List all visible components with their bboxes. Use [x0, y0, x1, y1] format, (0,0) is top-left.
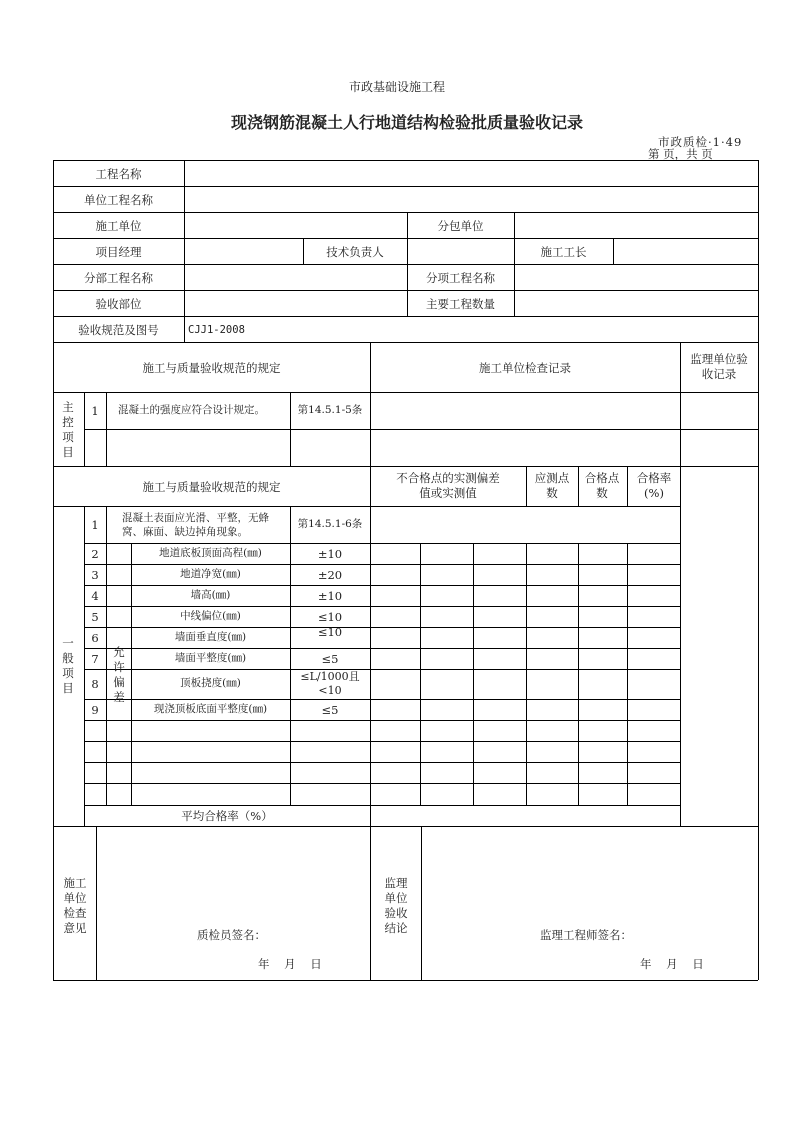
- general-item-name: 现浇顶板底面平整度(㎜): [153, 703, 268, 715]
- general-item-number: 8: [91, 677, 99, 691]
- general-item-number: 7: [91, 652, 99, 666]
- general-item-value: ±20: [317, 568, 343, 582]
- general-item-number: 9: [91, 703, 99, 717]
- contractor-date: 年 月 日: [258, 957, 322, 971]
- general-item-name: 地道净宽(㎜): [180, 568, 241, 580]
- label-project-name: 工程名称: [95, 167, 142, 181]
- contractor-opinion-label: 施工单位检查意见: [63, 876, 87, 935]
- general-header-rate: 合格率(%): [636, 471, 672, 500]
- general-item-1-number: 1: [91, 518, 99, 532]
- average-pass-rate-label: 平均合格率（%）: [181, 809, 273, 823]
- general-item-1-ref: 第14.5.1-6条: [297, 518, 363, 530]
- allowable-deviation-label: 允许偏差: [113, 645, 125, 704]
- page-info: 第 页，共 页: [648, 147, 713, 161]
- general-item-1-text: 混凝土表面应光滑、平整，无蜂窝、麻面、缺边掉角现象。: [122, 512, 269, 538]
- general-item-value: ±10: [317, 589, 343, 603]
- general-item-number: 5: [91, 610, 99, 624]
- general-item-value: ±10: [317, 547, 343, 561]
- general-header-spec: 施工与质量验收规范的规定: [142, 480, 281, 494]
- general-item-name: 中线偏位(㎜): [180, 610, 241, 622]
- main-control-header-spec: 施工与质量验收规范的规定: [142, 361, 281, 375]
- label-construction-unit: 施工单位: [95, 219, 142, 233]
- general-side-label: 一般项目: [62, 636, 74, 695]
- document-category: 市政基础设施工程: [348, 80, 445, 94]
- general-item-number: 3: [91, 568, 99, 582]
- main-item-number: 1: [91, 404, 99, 418]
- general-item-number: 6: [91, 631, 99, 645]
- label-subcontract-unit: 分包单位: [437, 219, 484, 233]
- document-title: 现浇钢筋混凝土人行地道结构检验批质量验收记录: [230, 113, 583, 132]
- label-acceptance-part: 验收部位: [95, 297, 142, 311]
- engineer-signature-label: 监理工程师签名：: [540, 928, 632, 942]
- label-subitem-name: 分项工程名称: [426, 271, 495, 285]
- label-main-quantity: 主要工程数量: [426, 297, 495, 311]
- general-item-value: ≤5: [321, 703, 339, 717]
- main-control-header-supervision: 监理单位验收记录: [690, 352, 748, 381]
- main-item-ref: 第14.5.1-5条: [297, 404, 363, 416]
- label-division-name: 分部工程名称: [84, 271, 153, 285]
- general-item-number: 2: [91, 547, 99, 561]
- label-foreman: 施工工长: [540, 245, 587, 259]
- general-item-name: 墙面垂直度(㎜): [174, 631, 247, 643]
- label-spec: 验收规范及图号: [78, 323, 159, 337]
- general-item-number: 4: [91, 589, 99, 603]
- general-item-name: 地道底板顶面高程(㎜): [159, 547, 262, 559]
- general-item-name: 墙高(㎜): [190, 589, 231, 601]
- general-item-value: ≤10: [317, 625, 343, 639]
- form-code: 市政质检·1·49: [658, 135, 743, 149]
- general-item-value: ≤L/1000且<10: [300, 670, 360, 697]
- main-control-side-label: 主控项目: [62, 400, 74, 459]
- general-item-name: 墙面平整度(㎜): [174, 652, 247, 664]
- main-control-header-check: 施工单位检查记录: [479, 361, 571, 375]
- general-header-deviation: 不合格点的实测偏差值或实测值: [396, 471, 500, 500]
- label-unit-project-name: 单位工程名称: [84, 193, 153, 207]
- label-project-manager: 项目经理: [95, 245, 142, 259]
- main-item-text: 混凝土的强度应符合设计规定。: [118, 404, 265, 416]
- general-item-value: ≤5: [321, 652, 339, 666]
- general-item-value: ≤10: [317, 610, 343, 624]
- supervisor-date: 年 月 日: [640, 957, 704, 971]
- supervisor-conclusion-label: 监理单位验收结论: [384, 876, 408, 935]
- inspector-signature-label: 质检员签名：: [197, 928, 266, 942]
- label-technical-lead: 技术负责人: [326, 245, 384, 259]
- spec-value: CJJ1-2008: [188, 324, 245, 336]
- general-item-name: 顶板挠度(㎜): [180, 677, 241, 689]
- general-header-should: 应测点数: [534, 471, 570, 500]
- general-header-pass: 合格点数: [584, 471, 620, 500]
